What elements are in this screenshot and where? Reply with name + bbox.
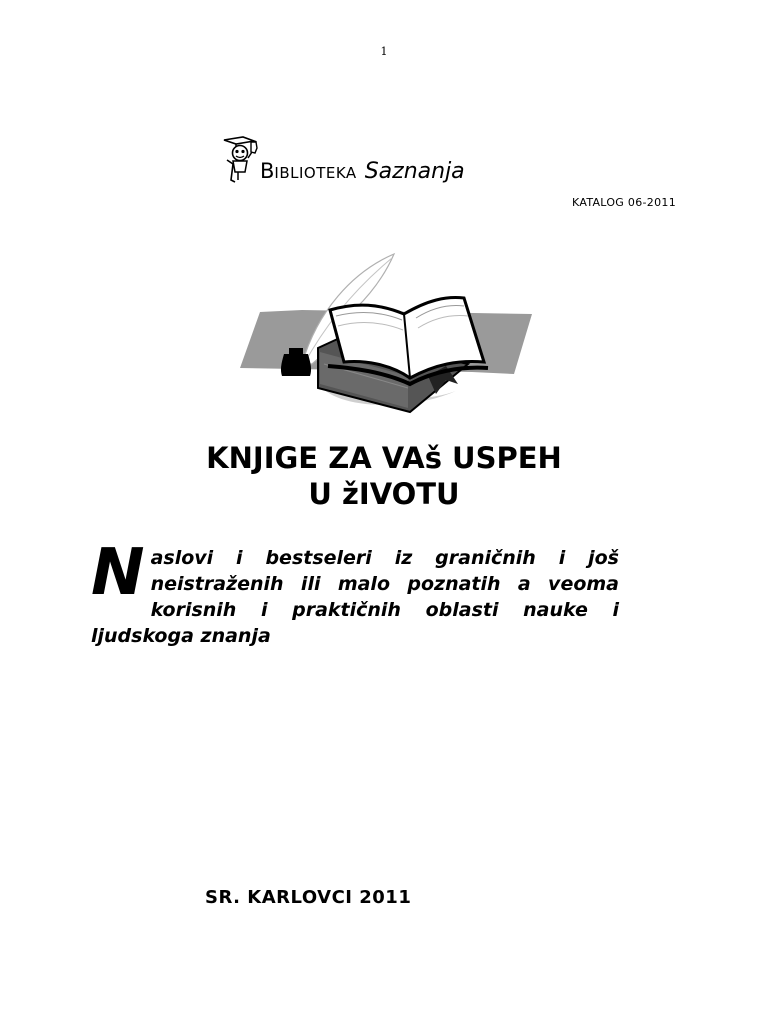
brand-name: [260, 159, 465, 184]
brand-italic: Saznanja: [364, 159, 465, 184]
publisher-place-year: SR. KARLOVCI 2011: [205, 887, 412, 908]
catalog-label: KATALOG 06-2011: [572, 196, 676, 209]
page-number: 1: [380, 45, 388, 58]
intro-text: aslovi i bestseleri iz graničnih i još neistraženih ili malo poznatih a veoma korisnih i praktičnih oblasti nauke i ljudskoga znanja: [91, 547, 619, 647]
drop-cap: N: [91, 536, 145, 610]
brand-initial: B: [260, 159, 275, 183]
title-line-1: KNJIGE ZA VAš USPEH: [206, 441, 562, 475]
graduate-reading-icon: [221, 134, 263, 184]
intro-paragraph: [91, 536, 619, 649]
books-quill-inkwell-icon: [232, 252, 537, 422]
page-title: [0, 440, 768, 512]
title-line-2: U žIVOTU: [308, 477, 460, 511]
brand-smallcaps: IBLIOTEKA: [274, 164, 357, 182]
